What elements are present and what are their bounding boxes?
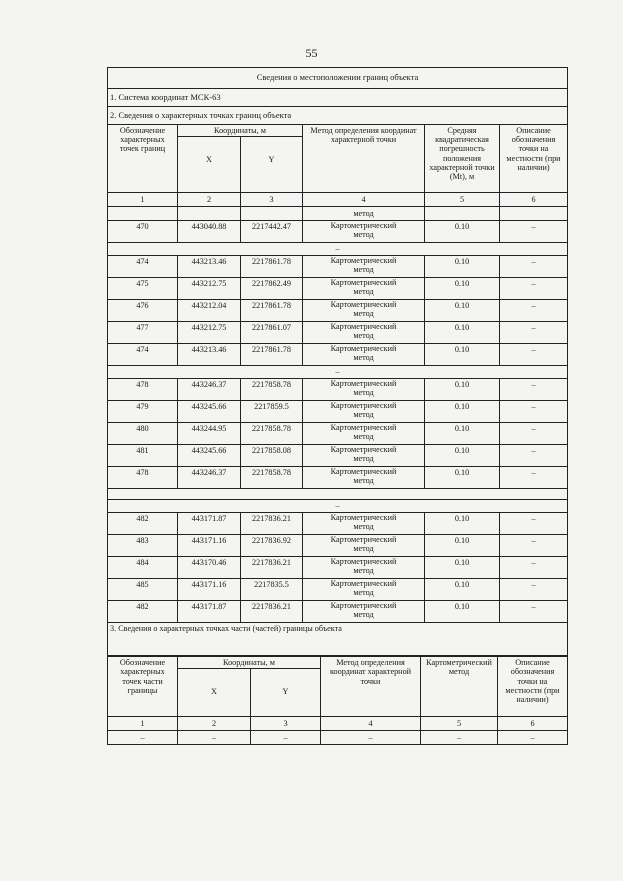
method-line-2: метод [353, 229, 374, 239]
point-id: 479 [108, 401, 178, 423]
blank-row [108, 489, 568, 500]
point-error: 0.10 [425, 401, 500, 423]
table-row [108, 513, 568, 535]
col3-number-2: 2 [178, 717, 251, 731]
method-line-1: Картометрический [330, 401, 397, 411]
point-error: 0.10 [425, 579, 500, 601]
boundary-table [107, 67, 568, 656]
point-id: 483 [108, 535, 178, 557]
point-y: 2217859.5 [241, 401, 303, 423]
group-separator: – [108, 366, 568, 379]
method-line-2: метод [353, 330, 374, 340]
point-error: 0.10 [425, 300, 500, 322]
method-line-1: Картометрический [330, 601, 397, 611]
table-row [108, 300, 568, 322]
point-method [303, 445, 425, 467]
point-y: 2217858.08 [241, 445, 303, 467]
point-x: 443246.37 [178, 467, 241, 489]
method-line-1: Картометрический [330, 300, 397, 310]
point-x: 443040.88 [178, 221, 241, 243]
point-id: 478 [108, 379, 178, 401]
method-line-1: Картометрический [330, 278, 397, 288]
point-description: – [500, 579, 568, 601]
point-y: 2217861.78 [241, 256, 303, 278]
point-error: 0.10 [425, 379, 500, 401]
point-id: 485 [108, 579, 178, 601]
page-number: 55 [305, 46, 318, 60]
method-line-2: метод [353, 587, 374, 597]
point-method [303, 401, 425, 423]
point-description: – [500, 322, 568, 344]
table-row [108, 256, 568, 278]
point-error: 0.10 [425, 535, 500, 557]
point-error: 0.10 [425, 256, 500, 278]
point-x: 443212.75 [178, 278, 241, 300]
header3-x: X [178, 669, 251, 717]
point-description: – [500, 423, 568, 445]
empty-cell: – [498, 731, 568, 745]
point-description: – [500, 401, 568, 423]
point-method [303, 221, 425, 243]
point-description: – [500, 513, 568, 535]
point-id: 477 [108, 322, 178, 344]
point-method [303, 467, 425, 489]
method-line-2: метод [353, 453, 374, 463]
method-line-2: метод [353, 431, 374, 441]
table-title: Сведения о местоположении границ объекта [108, 68, 568, 89]
col-number-3: 3 [241, 193, 303, 207]
method-line-2: метод [353, 409, 374, 419]
method-line-1: Картометрический [330, 256, 397, 266]
point-y: 2217836.92 [241, 535, 303, 557]
point-method [303, 557, 425, 579]
header3-description: Описание обозначения точки на местности (при наличии) [498, 657, 568, 717]
point-method [303, 423, 425, 445]
table-row [108, 322, 568, 344]
point-x: 443245.66 [178, 401, 241, 423]
point-error: 0.10 [425, 513, 500, 535]
point-y: 2217836.21 [241, 513, 303, 535]
col-number-6: 6 [500, 193, 568, 207]
section-3-title: 3. Сведения о характерных точках части (частей) границы объекта [108, 623, 568, 656]
point-y: 2217862.49 [241, 278, 303, 300]
method-line-1: Картометрический [330, 467, 397, 477]
header3-coordinates: Координаты, м [178, 657, 321, 669]
point-y: 2217861.07 [241, 322, 303, 344]
point-error: 0.10 [425, 445, 500, 467]
point-y: 2217861.78 [241, 300, 303, 322]
empty-cell: – [178, 731, 251, 745]
point-y: 2217858.78 [241, 467, 303, 489]
method-line-2: метод [353, 543, 374, 553]
point-error: 0.10 [425, 344, 500, 366]
empty-cell: – [108, 731, 178, 745]
method-line-2: метод [353, 521, 374, 531]
point-x: 443244.95 [178, 423, 241, 445]
col-number-4: 4 [303, 193, 425, 207]
col3-number-6: 6 [498, 717, 568, 731]
table-row [108, 731, 568, 745]
table-row [108, 344, 568, 366]
header3-error: Картометрический метод [421, 657, 498, 717]
method-line-1: Картометрический [330, 535, 397, 545]
method-line-1: Картометрический [330, 557, 397, 567]
header-y: Y [241, 137, 303, 193]
point-method [303, 278, 425, 300]
point-id: 474 [108, 344, 178, 366]
point-description: – [500, 278, 568, 300]
point-description: – [500, 221, 568, 243]
point-y: 2217835.5 [241, 579, 303, 601]
method-line-1: Картометрический [330, 344, 397, 354]
point-x: 443171.16 [178, 579, 241, 601]
empty-cell: – [421, 731, 498, 745]
method-line-1: Картометрический [330, 379, 397, 389]
method-line-2: метод [353, 565, 374, 575]
method-line-1: Картометрический [330, 423, 397, 433]
point-description: – [500, 535, 568, 557]
col3-number-4: 4 [321, 717, 421, 731]
header3-point-designation: Обозначение характерных точек части границы [108, 657, 178, 717]
point-x: 443212.75 [178, 322, 241, 344]
point-y: 2217858.78 [241, 379, 303, 401]
section-3-table [107, 656, 568, 745]
point-y: 2217858.78 [241, 423, 303, 445]
method-line-2: метод [353, 609, 374, 619]
method-line-2: метод [353, 308, 374, 318]
point-id: 474 [108, 256, 178, 278]
point-error: 0.10 [425, 423, 500, 445]
point-x: 443246.37 [178, 379, 241, 401]
point-id: 481 [108, 445, 178, 467]
col-number-2: 2 [178, 193, 241, 207]
header3-y: Y [251, 669, 321, 717]
header-x: X [178, 137, 241, 193]
method-line-2: метод [353, 387, 374, 397]
point-method [303, 579, 425, 601]
point-x: 443171.87 [178, 601, 241, 623]
table-row [108, 601, 568, 623]
point-method [303, 322, 425, 344]
point-description: – [500, 601, 568, 623]
col-number-1: 1 [108, 193, 178, 207]
section-2-title: 2. Сведения о характерных точках границ объекта [108, 107, 568, 125]
empty-cell: – [321, 731, 421, 745]
point-error: 0.10 [425, 467, 500, 489]
table-row [108, 535, 568, 557]
point-x: 443212.04 [178, 300, 241, 322]
point-y: 2217861.78 [241, 344, 303, 366]
point-description: – [500, 256, 568, 278]
point-x: 443213.46 [178, 256, 241, 278]
point-method [303, 379, 425, 401]
point-method [303, 344, 425, 366]
method-line-1: Картометрический [330, 513, 397, 523]
point-x: 443171.87 [178, 513, 241, 535]
method-line-2: метод [353, 264, 374, 274]
point-error: 0.10 [425, 557, 500, 579]
point-id: 480 [108, 423, 178, 445]
group-4 [108, 513, 568, 623]
point-id: 475 [108, 278, 178, 300]
header-coordinates: Координаты, м [178, 125, 303, 137]
table-row [108, 557, 568, 579]
table-row [108, 423, 568, 445]
empty-cell: – [251, 731, 321, 745]
col-number-5: 5 [425, 193, 500, 207]
point-method [303, 256, 425, 278]
boundary-table-sheet [107, 67, 567, 745]
section-1-title: 1. Система координат МСК-63 [108, 89, 568, 107]
point-error: 0.10 [425, 601, 500, 623]
point-id: 482 [108, 601, 178, 623]
point-id: 478 [108, 467, 178, 489]
table-row [108, 401, 568, 423]
point-y: 2217836.21 [241, 557, 303, 579]
point-id: 476 [108, 300, 178, 322]
method-line-2: метод [353, 475, 374, 485]
table-row [108, 467, 568, 489]
point-description: – [500, 557, 568, 579]
point-description: – [500, 379, 568, 401]
method-line-1: Картометрический [330, 322, 397, 332]
method-line-2: метод [353, 352, 374, 362]
table-row [108, 579, 568, 601]
header-error: Средняя квадратическая погрешность положения характерной точки (Mt), м [425, 125, 500, 193]
continuation-method: метод [303, 207, 425, 221]
table-row [108, 278, 568, 300]
point-description: – [500, 467, 568, 489]
point-error: 0.10 [425, 278, 500, 300]
point-description: – [500, 344, 568, 366]
point-y: 2217836.21 [241, 601, 303, 623]
point-x: 443170.46 [178, 557, 241, 579]
point-error: 0.10 [425, 221, 500, 243]
group-separator: – [108, 243, 568, 256]
group-1 [108, 221, 568, 243]
point-method [303, 535, 425, 557]
method-line-1: Картометрический [330, 445, 397, 455]
method-line-1: Картометрический [330, 221, 397, 231]
header-method: Метод определения координат характерной точки [303, 125, 425, 193]
header-description: Описание обозначения точки на местности (при наличии) [500, 125, 568, 193]
group-3 [108, 379, 568, 489]
table-row [108, 445, 568, 467]
col3-number-3: 3 [251, 717, 321, 731]
point-description: – [500, 300, 568, 322]
point-id: 484 [108, 557, 178, 579]
table-row [108, 379, 568, 401]
point-x: 443245.66 [178, 445, 241, 467]
point-method [303, 513, 425, 535]
point-method [303, 601, 425, 623]
header3-method: Метод определения координат характерной точки [321, 657, 421, 717]
point-error: 0.10 [425, 322, 500, 344]
point-method [303, 300, 425, 322]
group-separator: – [108, 500, 568, 513]
point-id: 470 [108, 221, 178, 243]
group-2 [108, 256, 568, 366]
table-row [108, 221, 568, 243]
header-point-designation: Обозначение характерных точек границ [108, 125, 178, 193]
point-description: – [500, 445, 568, 467]
point-x: 443213.46 [178, 344, 241, 366]
point-x: 443171.16 [178, 535, 241, 557]
point-y: 2217442.47 [241, 221, 303, 243]
method-line-2: метод [353, 286, 374, 296]
method-line-1: Картометрический [330, 579, 397, 589]
col3-number-5: 5 [421, 717, 498, 731]
point-id: 482 [108, 513, 178, 535]
col3-number-1: 1 [108, 717, 178, 731]
